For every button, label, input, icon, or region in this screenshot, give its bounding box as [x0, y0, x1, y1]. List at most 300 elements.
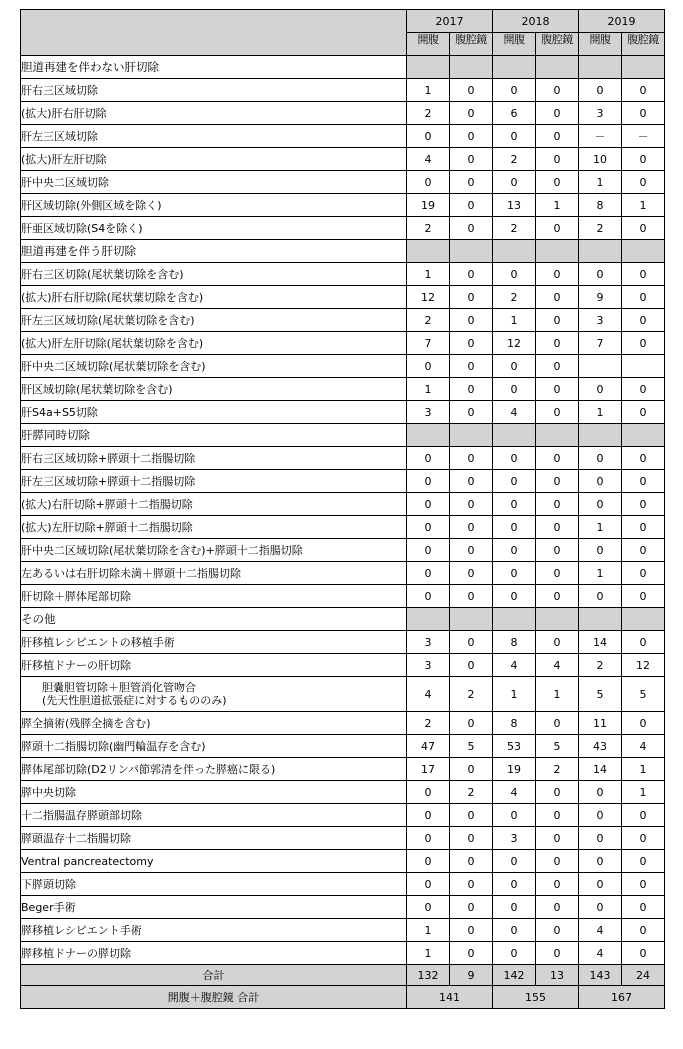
value-cell: 1	[579, 516, 622, 539]
section-fill-cell	[579, 240, 622, 263]
procedure-label: (拡大)右肝切除+膵頭十二指腸切除	[21, 493, 407, 516]
value-cell: 3	[579, 309, 622, 332]
value-cell: 0	[579, 585, 622, 608]
value-cell: 0	[493, 585, 536, 608]
value-cell: 0	[622, 516, 665, 539]
value-cell: 0	[536, 309, 579, 332]
value-cell: 0	[450, 631, 493, 654]
value-cell: 0	[450, 355, 493, 378]
value-cell: 0	[407, 171, 450, 194]
value-cell: 0	[493, 516, 536, 539]
value-cell: 0	[493, 919, 536, 942]
table-row	[21, 148, 665, 171]
procedure-label: 肝左三区域切除+膵頭十二指腸切除	[21, 470, 407, 493]
value-cell: 2	[493, 286, 536, 309]
procedure-label: 膵体尾部切除(D2リンパ節郭清を伴った膵癌に限る)	[21, 758, 407, 781]
table-row	[21, 758, 665, 781]
value-cell: 1	[407, 919, 450, 942]
table-row	[21, 631, 665, 654]
value-cell: 12	[493, 332, 536, 355]
section-fill-cell	[622, 240, 665, 263]
value-cell: 0	[579, 263, 622, 286]
value-cell: 0	[579, 896, 622, 919]
value-cell: 0	[536, 79, 579, 102]
value-cell: 2	[450, 677, 493, 712]
value-cell: 0	[450, 378, 493, 401]
grand-total-value-cell: 141	[407, 986, 493, 1009]
section-header-row	[21, 56, 665, 79]
table-row	[21, 401, 665, 424]
value-cell: 0	[579, 470, 622, 493]
section-fill-cell	[407, 56, 450, 79]
section-fill-cell	[493, 608, 536, 631]
value-cell: 0	[579, 804, 622, 827]
value-cell: 0	[622, 919, 665, 942]
section-fill-cell	[450, 608, 493, 631]
value-cell: 0	[450, 470, 493, 493]
method-header: 腹腔鏡	[622, 33, 665, 56]
table-row	[21, 125, 665, 148]
section-fill-cell	[579, 56, 622, 79]
value-cell: 3	[493, 827, 536, 850]
table-row	[21, 654, 665, 677]
value-cell: 0	[536, 263, 579, 286]
value-cell: 0	[450, 516, 493, 539]
value-cell: 0	[579, 79, 622, 102]
section-fill-cell	[622, 424, 665, 447]
table-row	[21, 332, 665, 355]
procedure-label: 肝左三区域切除(尾状葉切除を含む)	[21, 309, 407, 332]
value-cell: 1	[407, 942, 450, 965]
year-header-2017: 2017	[407, 10, 493, 33]
value-cell: 0	[536, 102, 579, 125]
value-cell: 0	[536, 217, 579, 240]
value-cell: 0	[536, 804, 579, 827]
section-fill-cell	[536, 240, 579, 263]
procedure-label: (拡大)肝右肝切除(尾状葉切除を含む)	[21, 286, 407, 309]
value-cell: 0	[536, 712, 579, 735]
value-cell: 1	[579, 171, 622, 194]
value-cell: 3	[579, 102, 622, 125]
procedure-label: 肝中央二区域切除(尾状葉切除を含む)	[21, 355, 407, 378]
value-cell: 0	[622, 804, 665, 827]
table-row	[21, 447, 665, 470]
value-cell: 2	[407, 102, 450, 125]
value-cell: 2	[493, 148, 536, 171]
value-cell: 0	[622, 493, 665, 516]
grand-total-row	[21, 986, 665, 1009]
value-cell: 0	[407, 585, 450, 608]
value-cell: 0	[622, 712, 665, 735]
value-cell: 12	[407, 286, 450, 309]
value-cell: 0	[407, 125, 450, 148]
value-cell: 4	[493, 401, 536, 424]
procedure-label: 肝移植レシピエントの移植手術	[21, 631, 407, 654]
value-cell: 17	[407, 758, 450, 781]
value-cell: 0	[622, 309, 665, 332]
value-cell: 0	[407, 873, 450, 896]
value-cell: 0	[450, 309, 493, 332]
value-cell: 14	[579, 631, 622, 654]
value-cell: 5	[622, 677, 665, 712]
value-cell: 0	[450, 102, 493, 125]
header-corner-cell	[21, 10, 407, 56]
value-cell: 8	[493, 712, 536, 735]
value-cell: 0	[536, 148, 579, 171]
procedure-label: (拡大)肝左肝切除	[21, 148, 407, 171]
value-cell: 0	[493, 896, 536, 919]
value-cell: 0	[450, 79, 493, 102]
value-cell: 0	[450, 942, 493, 965]
value-cell: 47	[407, 735, 450, 758]
value-cell: 4	[536, 654, 579, 677]
value-cell: 1	[579, 401, 622, 424]
table-row	[21, 896, 665, 919]
section-header-row	[21, 240, 665, 263]
procedure-label: 下膵頭切除	[21, 873, 407, 896]
value-cell: 0	[536, 919, 579, 942]
procedure-label: (拡大)肝右肝切除	[21, 102, 407, 125]
value-cell: 0	[536, 827, 579, 850]
value-cell: 10	[579, 148, 622, 171]
value-cell: 0	[450, 401, 493, 424]
value-cell: 0	[536, 896, 579, 919]
procedure-label: 肝左三区域切除	[21, 125, 407, 148]
value-cell: 0	[450, 562, 493, 585]
value-cell: 0	[450, 286, 493, 309]
value-cell: －	[579, 125, 622, 148]
value-cell: 0	[450, 539, 493, 562]
table-body	[21, 10, 665, 1009]
value-cell	[579, 355, 622, 378]
value-cell: 0	[622, 942, 665, 965]
value-cell: 1	[407, 378, 450, 401]
value-cell: 0	[622, 332, 665, 355]
value-cell: 0	[407, 896, 450, 919]
value-cell: 0	[579, 447, 622, 470]
total-value-cell: 142	[493, 965, 536, 986]
value-cell: 0	[407, 827, 450, 850]
value-cell: 1	[407, 79, 450, 102]
procedure-label: 膵移植レシピエント手術	[21, 919, 407, 942]
section-fill-cell	[407, 608, 450, 631]
value-cell: 3	[407, 654, 450, 677]
procedure-label: 膵全摘術(残膵全摘を含む)	[21, 712, 407, 735]
value-cell: 0	[536, 516, 579, 539]
value-cell: 2	[579, 654, 622, 677]
value-cell: 0	[450, 263, 493, 286]
value-cell: 1	[622, 194, 665, 217]
total-value-cell: 24	[622, 965, 665, 986]
procedure-label	[21, 677, 407, 712]
value-cell: 12	[622, 654, 665, 677]
value-cell: 4	[622, 735, 665, 758]
value-cell: 0	[622, 102, 665, 125]
procedure-label: 膵移植ドナーの膵切除	[21, 942, 407, 965]
value-cell: 0	[407, 516, 450, 539]
section-fill-cell	[579, 608, 622, 631]
section-fill-cell	[450, 424, 493, 447]
procedure-label: 肝右三区切除(尾状葉切除を含む)	[21, 263, 407, 286]
value-cell: 0	[450, 827, 493, 850]
value-cell: 0	[536, 493, 579, 516]
value-cell: 0	[579, 873, 622, 896]
value-cell: 0	[622, 217, 665, 240]
section-fill-cell	[407, 424, 450, 447]
section-fill-cell	[622, 56, 665, 79]
value-cell: 0	[450, 125, 493, 148]
value-cell	[622, 355, 665, 378]
table-row	[21, 217, 665, 240]
value-cell: 53	[493, 735, 536, 758]
table-row	[21, 562, 665, 585]
value-cell: 0	[622, 447, 665, 470]
procedure-label: 肝中央二区域切除	[21, 171, 407, 194]
surgery-statistics-table	[20, 9, 665, 1009]
total-value-cell: 143	[579, 965, 622, 986]
value-cell: 11	[579, 712, 622, 735]
value-cell: 2	[579, 217, 622, 240]
table-row	[21, 735, 665, 758]
value-cell: 1	[493, 677, 536, 712]
value-cell: 1	[407, 263, 450, 286]
table-row	[21, 827, 665, 850]
value-cell: 9	[579, 286, 622, 309]
procedure-label: 左あるいは右肝切除未満＋膵頭十二指腸切除	[21, 562, 407, 585]
section-fill-cell	[536, 424, 579, 447]
value-cell: 0	[407, 493, 450, 516]
value-cell: 0	[622, 286, 665, 309]
procedure-label: 肝移植ドナーの肝切除	[21, 654, 407, 677]
value-cell: 0	[536, 378, 579, 401]
method-header: 開腹	[493, 33, 536, 56]
value-cell: 0	[579, 827, 622, 850]
value-cell: 0	[536, 631, 579, 654]
value-cell: 0	[450, 148, 493, 171]
value-cell: 0	[493, 539, 536, 562]
table-row	[21, 677, 665, 712]
value-cell: 1	[493, 309, 536, 332]
value-cell: 0	[622, 171, 665, 194]
value-cell: 0	[536, 850, 579, 873]
value-cell: 0	[493, 263, 536, 286]
value-cell: 0	[493, 378, 536, 401]
value-cell: 0	[450, 171, 493, 194]
table-row	[21, 585, 665, 608]
value-cell: 0	[622, 378, 665, 401]
table-row	[21, 781, 665, 804]
section-title: その他	[21, 608, 407, 631]
table-row	[21, 919, 665, 942]
value-cell: 0	[622, 631, 665, 654]
section-fill-cell	[536, 608, 579, 631]
value-cell: 0	[493, 79, 536, 102]
procedure-label: Beger手術	[21, 896, 407, 919]
section-fill-cell	[579, 424, 622, 447]
value-cell: 5	[536, 735, 579, 758]
table-row	[21, 493, 665, 516]
value-cell: 0	[579, 378, 622, 401]
grand-total-label: 開腹＋腹腔鏡 合計	[21, 986, 407, 1009]
value-cell: 0	[536, 470, 579, 493]
procedure-label: 膵頭十二指腸切除(幽門輪温存を含む)	[21, 735, 407, 758]
method-header: 開腹	[579, 33, 622, 56]
table-row	[21, 263, 665, 286]
value-cell: 0	[579, 539, 622, 562]
procedure-label: 膵頭温存十二指腸切除	[21, 827, 407, 850]
value-cell: 0	[536, 562, 579, 585]
value-cell: 0	[536, 171, 579, 194]
value-cell: 4	[579, 942, 622, 965]
value-cell: 4	[407, 677, 450, 712]
value-cell: 19	[407, 194, 450, 217]
table-row	[21, 539, 665, 562]
procedure-label-line: 胆嚢胆管切除＋胆管消化管吻合	[42, 681, 196, 694]
section-fill-cell	[450, 56, 493, 79]
value-cell: 3	[407, 401, 450, 424]
method-header: 腹腔鏡	[536, 33, 579, 56]
value-cell: 2	[407, 712, 450, 735]
value-cell: 0	[622, 585, 665, 608]
value-cell: －	[622, 125, 665, 148]
table-row	[21, 194, 665, 217]
value-cell: 0	[536, 873, 579, 896]
procedure-label: 膵中央切除	[21, 781, 407, 804]
value-cell: 5	[450, 735, 493, 758]
value-cell: 0	[407, 781, 450, 804]
value-cell: 0	[622, 539, 665, 562]
value-cell: 0	[493, 125, 536, 148]
procedure-label: (拡大)左肝切除+膵頭十二指腸切除	[21, 516, 407, 539]
table-row	[21, 470, 665, 493]
value-cell: 13	[493, 194, 536, 217]
value-cell: 0	[407, 447, 450, 470]
total-row	[21, 965, 665, 986]
value-cell: 4	[579, 919, 622, 942]
procedure-label: 肝S4a+S5切除	[21, 401, 407, 424]
section-fill-cell	[450, 240, 493, 263]
value-cell: 0	[450, 194, 493, 217]
procedure-label: (拡大)肝左肝切除(尾状葉切除を含む)	[21, 332, 407, 355]
value-cell: 0	[622, 401, 665, 424]
value-cell: 0	[536, 401, 579, 424]
value-cell: 43	[579, 735, 622, 758]
value-cell: 0	[450, 896, 493, 919]
value-cell: 19	[493, 758, 536, 781]
value-cell: 0	[536, 585, 579, 608]
value-cell: 0	[450, 758, 493, 781]
table-row	[21, 712, 665, 735]
value-cell: 0	[579, 850, 622, 873]
value-cell: 0	[493, 562, 536, 585]
procedure-label: 肝右三区域切除+膵頭十二指腸切除	[21, 447, 407, 470]
value-cell: 0	[536, 332, 579, 355]
value-cell: 0	[622, 79, 665, 102]
value-cell: 0	[579, 781, 622, 804]
method-header: 腹腔鏡	[450, 33, 493, 56]
year-header-row	[21, 10, 665, 33]
value-cell: 14	[579, 758, 622, 781]
value-cell: 2	[493, 217, 536, 240]
value-cell: 0	[493, 873, 536, 896]
value-cell: 8	[493, 631, 536, 654]
value-cell: 2	[536, 758, 579, 781]
value-cell: 0	[493, 942, 536, 965]
value-cell: 0	[536, 355, 579, 378]
procedure-label: Ventral pancreatectomy	[21, 850, 407, 873]
procedure-label: 肝右三区域切除	[21, 79, 407, 102]
section-fill-cell	[407, 240, 450, 263]
grand-total-value-cell: 155	[493, 986, 579, 1009]
table-row	[21, 942, 665, 965]
value-cell: 7	[407, 332, 450, 355]
value-cell: 8	[579, 194, 622, 217]
table-row	[21, 79, 665, 102]
value-cell: 0	[622, 263, 665, 286]
procedure-label: 肝切除＋膵体尾部切除	[21, 585, 407, 608]
value-cell: 0	[536, 286, 579, 309]
table-row	[21, 804, 665, 827]
total-label: 合計	[21, 965, 407, 986]
value-cell: 0	[536, 539, 579, 562]
value-cell: 0	[450, 493, 493, 516]
value-cell: 2	[407, 217, 450, 240]
value-cell: 0	[407, 804, 450, 827]
procedure-label-line: (先天性胆道拡張症に対するもののみ)	[42, 694, 227, 707]
section-fill-cell	[493, 240, 536, 263]
value-cell: 7	[579, 332, 622, 355]
value-cell: 0	[450, 585, 493, 608]
method-header: 開腹	[407, 33, 450, 56]
value-cell: 0	[622, 470, 665, 493]
table-row	[21, 850, 665, 873]
value-cell: 2	[450, 781, 493, 804]
value-cell: 0	[450, 712, 493, 735]
value-cell: 0	[493, 355, 536, 378]
table-row	[21, 873, 665, 896]
section-title: 胆道再建を伴わない肝切除	[21, 56, 407, 79]
value-cell: 5	[579, 677, 622, 712]
table-row	[21, 516, 665, 539]
section-fill-cell	[493, 56, 536, 79]
value-cell: 0	[536, 125, 579, 148]
value-cell: 0	[536, 781, 579, 804]
value-cell: 6	[493, 102, 536, 125]
section-title: 肝膵同時切除	[21, 424, 407, 447]
value-cell: 0	[407, 562, 450, 585]
section-header-row	[21, 608, 665, 631]
value-cell: 0	[579, 493, 622, 516]
value-cell: 0	[407, 470, 450, 493]
value-cell: 0	[450, 217, 493, 240]
value-cell: 0	[622, 896, 665, 919]
table-row	[21, 355, 665, 378]
procedure-label: 肝区域切除(外側区域を除く)	[21, 194, 407, 217]
value-cell: 0	[450, 919, 493, 942]
table-row	[21, 171, 665, 194]
procedure-label: 肝亜区域切除(S4を除く)	[21, 217, 407, 240]
table-row	[21, 286, 665, 309]
year-header-2018: 2018	[493, 10, 579, 33]
value-cell: 0	[450, 447, 493, 470]
value-cell: 4	[407, 148, 450, 171]
value-cell: 0	[450, 804, 493, 827]
value-cell: 0	[450, 654, 493, 677]
section-fill-cell	[493, 424, 536, 447]
value-cell: 0	[536, 942, 579, 965]
value-cell: 4	[493, 654, 536, 677]
value-cell: 0	[407, 355, 450, 378]
